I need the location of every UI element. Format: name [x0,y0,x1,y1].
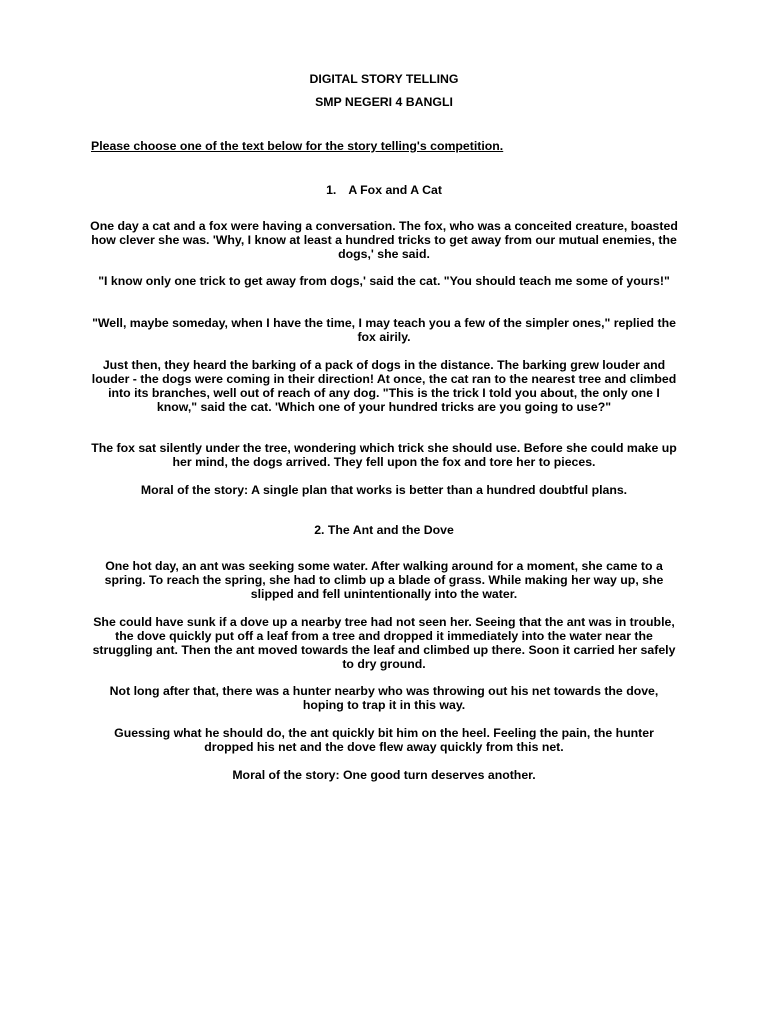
story-2-paragraph-3: Not long after that, there was a hunter nearby who was throwing out his net towards the dove, hoping to trap it in this way. [109,684,659,712]
story-1-paragraph-1: One day a cat and a fox were having a conversation. The fox, who was a conceited creature, boasted how clever she was. 'Why, I know at least a hundred tricks to get away from our mutual enemies, the dogs,' she said. [90,219,678,261]
story-2-number: 2. [314,523,325,537]
story-2-moral: Moral of the story: One good turn deserves another. [232,768,536,782]
story-1-paragraph-3: "Well, maybe someday, when I have the time, I may teach you a few of the simpler ones," replied the fox airily. [92,316,676,344]
story-2-heading [88,523,680,537]
story-2-paragraph-1: One hot day, an ant was seeking some water. After walking around for a moment, she came to a spring. To reach the spring, she had to climb up a blade of grass. While making her way up, she slipped and fell unintentionally into the water. [104,559,664,601]
story-1-paragraph-4: Just then, they heard the barking of a pack of dogs in the distance. The barking grew louder and louder - the dogs were coming in their direction! At once, the cat ran to the nearest tree and climbed into its branches, well out of reach of any dog. "This is the trick I told you about, the only one I know," said the cat. 'Which one of your hundred tricks are you going to use?" [91,358,677,414]
story-1-heading [88,183,680,197]
story-2-title: The Ant and the Dove [327,523,454,537]
story-1-paragraph-2: "I know only one trick to get away from dogs,' said the cat. "You should teach me some of yours!" [98,274,670,288]
school-name: SMP NEGERI 4 BANGLI [315,95,453,109]
doc-title: DIGITAL STORY TELLING [309,72,459,86]
instruction-text: Please choose one of the text below for the story telling's competition. [91,139,504,153]
story-1-number: 1. [326,183,337,197]
story-1-title: A Fox and A Cat [348,183,442,197]
story-1-moral: Moral of the story: A single plan that works is better than a hundred doubtful plans. [140,483,628,497]
story-2-paragraph-2: She could have sunk if a dove up a nearby tree had not seen her. Seeing that the ant was in trouble, the dove quickly put off a leaf from a tree and dropped it immediately into the water near the struggling ant. Then the ant moved towards the leaf and climbed up there. Soon it carried her safely to dry ground. [92,615,676,671]
story-2-paragraph-4: Guessing what he should do, the ant quickly bit him on the heel. Feeling the pain, the hunter dropped his net and the dove flew away quickly from this net. [114,726,654,754]
story-1-paragraph-5: The fox sat silently under the tree, wondering which trick she should use. Before she could make up her mind, the dogs arrived. They fell upon the fox and tore her to pieces. [91,441,677,469]
